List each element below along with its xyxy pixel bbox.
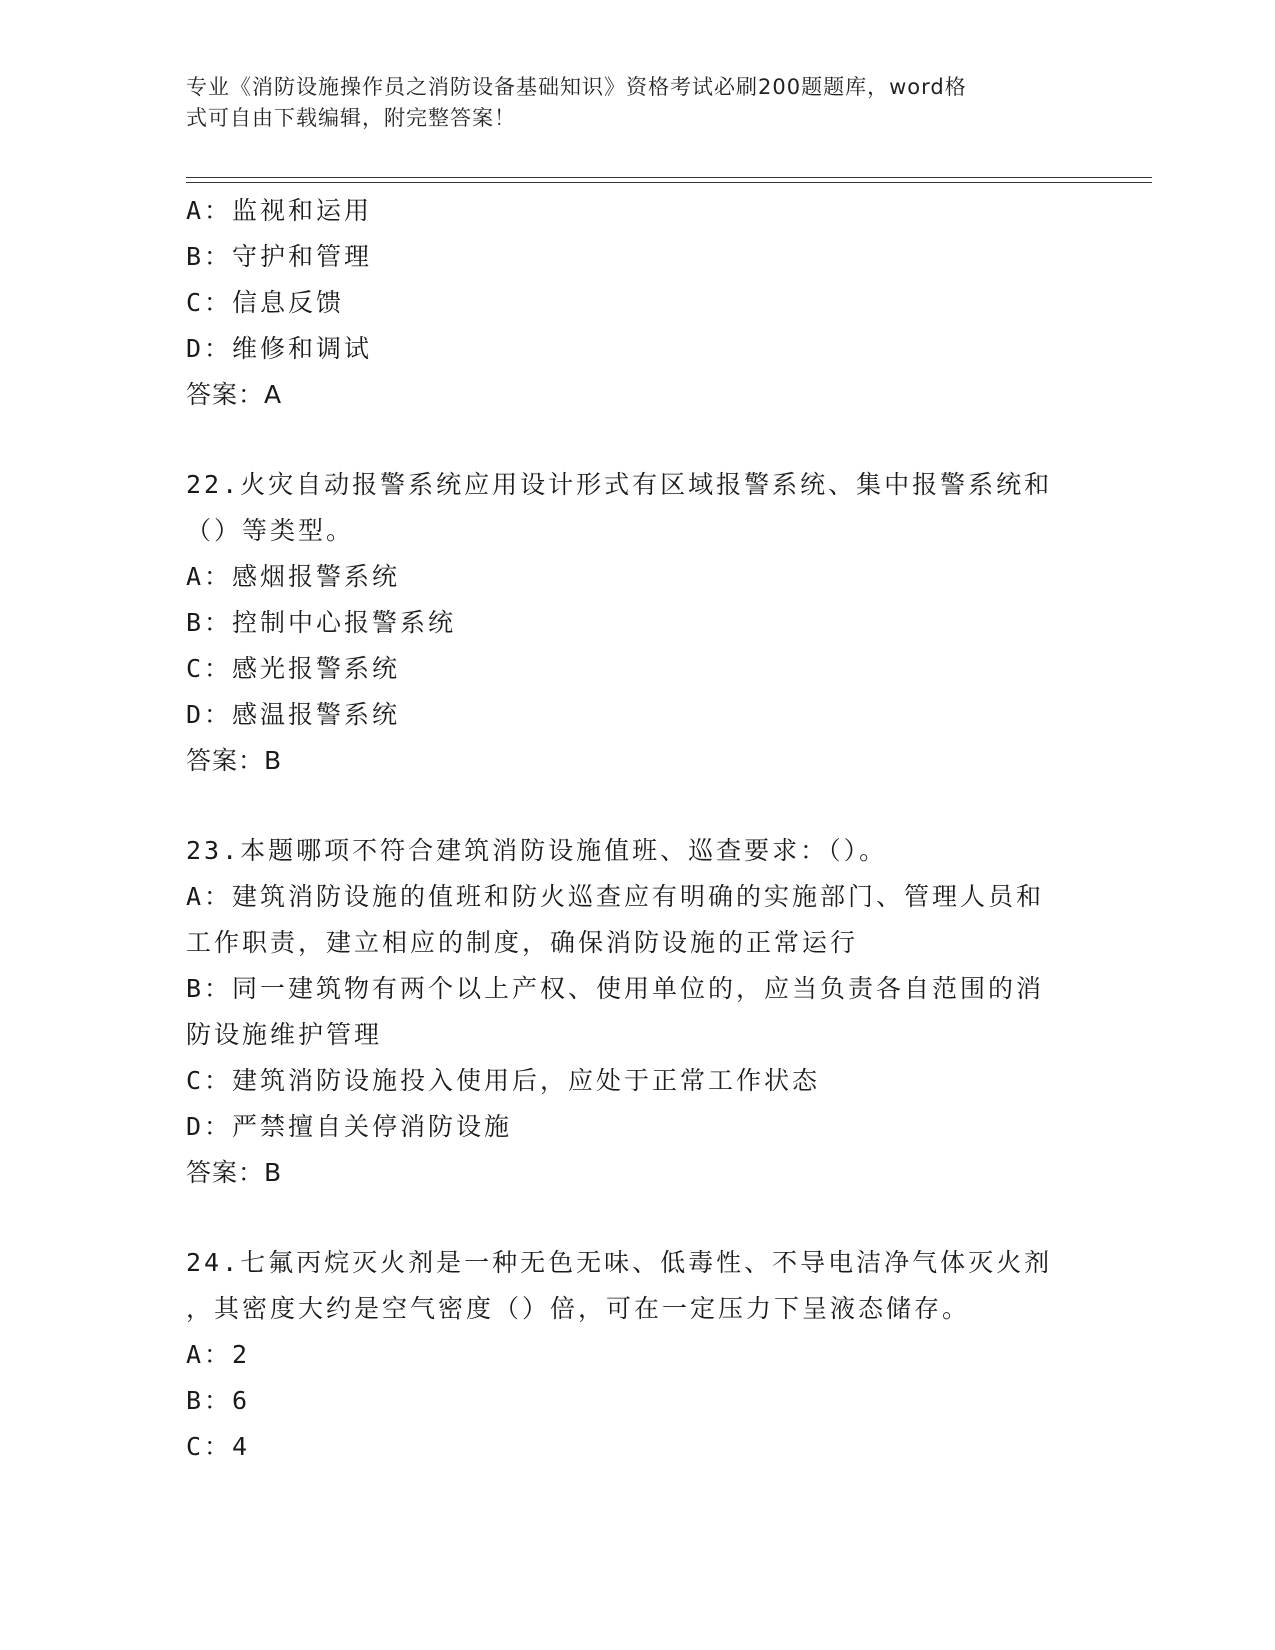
question-stem: 22.火灾自动报警系统应用设计形式有区域报警系统、集中报警系统和 — [186, 470, 1053, 499]
option-b: B：守护和管理 — [186, 242, 373, 271]
question-24 — [186, 1240, 1086, 1470]
spacer — [186, 784, 1086, 828]
spacer — [186, 1196, 1086, 1240]
question-stem: 23.本题哪项不符合建筑消防设施值班、巡查要求：（）。 — [186, 836, 888, 865]
question-23 — [186, 828, 1086, 1196]
document-header — [186, 72, 1066, 134]
answer: 答案：B — [186, 746, 283, 775]
question-list — [186, 188, 1086, 1470]
option-b: B：同一建筑物有两个以上产权、使用单位的，应当负责各自范围的消 — [186, 974, 1045, 1003]
header-line-2: 式可自由下载编辑，附完整答案！ — [186, 106, 516, 130]
question-stem-continued: （）等类型。 — [186, 516, 355, 545]
answer: 答案：A — [186, 380, 283, 409]
option-a: A：建筑消防设施的值班和防火巡查应有明确的实施部门、管理人员和 — [186, 882, 1045, 911]
header-divider-bottom — [186, 182, 1152, 183]
option-d: D：严禁擅自关停消防设施 — [186, 1112, 513, 1141]
option-b: B：6 — [186, 1386, 251, 1415]
option-b: B：控制中心报警系统 — [186, 608, 457, 637]
header-divider-top — [186, 177, 1152, 178]
option-c: C：感光报警系统 — [186, 654, 401, 683]
option-c: C：信息反馈 — [186, 288, 345, 317]
question-22 — [186, 462, 1086, 784]
option-c: C：建筑消防设施投入使用后，应处于正常工作状态 — [186, 1066, 821, 1095]
question-21 — [186, 188, 1086, 418]
header-line-1: 专业《消防设施操作员之消防设备基础知识》资格考试必刷200题题库，word格 — [186, 75, 967, 99]
question-stem-continued: ，其密度大约是空气密度（）倍，可在一定压力下呈液态储存。 — [186, 1294, 971, 1323]
option-d: D：感温报警系统 — [186, 700, 401, 729]
question-stem: 24.七氟丙烷灭火剂是一种无色无味、低毒性、不导电洁净气体灭火剂 — [186, 1248, 1053, 1277]
option-d: D：维修和调试 — [186, 334, 373, 363]
option-a: A：感烟报警系统 — [186, 562, 401, 591]
option-a-continued: 工作职责，建立相应的制度，确保消防设施的正常运行 — [186, 928, 859, 957]
option-b-continued: 防设施维护管理 — [186, 1020, 383, 1049]
answer: 答案：B — [186, 1158, 283, 1187]
option-c: C：4 — [186, 1432, 251, 1461]
option-a: A：2 — [186, 1340, 251, 1369]
spacer — [186, 418, 1086, 462]
option-a: A：监视和运用 — [186, 196, 373, 225]
